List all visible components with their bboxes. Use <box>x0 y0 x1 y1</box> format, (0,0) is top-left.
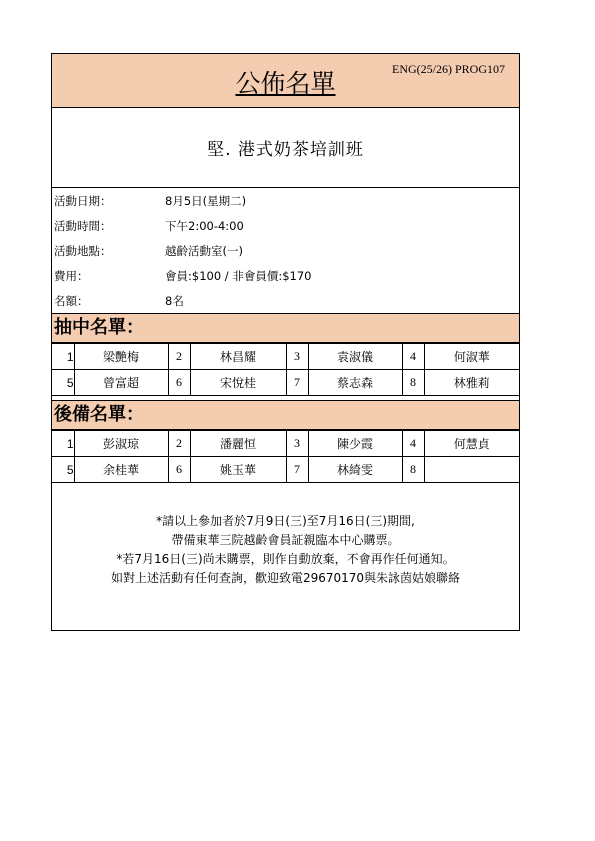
selected-list-table <box>52 343 519 396</box>
entry-number: 1 <box>52 344 74 370</box>
info-row-venue <box>52 238 519 263</box>
info-value: 會員:$100 / 非會員價:$170 <box>165 269 312 283</box>
entry-number: 2 <box>168 431 190 457</box>
entry-number: 7 <box>286 370 308 396</box>
entry-name: 潘麗恒 <box>190 431 286 457</box>
entry-name: 姚玉華 <box>190 457 286 483</box>
info-row-date <box>52 188 519 213</box>
entry-name: 陳少霞 <box>308 431 402 457</box>
entry-name: 何淑華 <box>424 344 519 370</box>
entry-name: 林綺雯 <box>308 457 402 483</box>
entry-name: 袁淑儀 <box>308 344 402 370</box>
entry-name: 彭淑琼 <box>74 431 168 457</box>
entry-number: 1 <box>52 431 74 457</box>
info-row-quota <box>52 288 519 313</box>
entry-name: 余桂華 <box>74 457 168 483</box>
entry-number: 3 <box>286 344 308 370</box>
entry-number: 4 <box>402 431 424 457</box>
info-label: 活動日期： <box>54 194 112 208</box>
entry-name: 蔡志森 <box>308 370 402 396</box>
waitlist-heading: 後備名單： <box>52 400 519 430</box>
entry-name: 何慧貞 <box>424 431 519 457</box>
notice-title: 公佈名單 <box>235 69 336 98</box>
waitlist-table <box>52 430 519 483</box>
entry-number: 2 <box>168 344 190 370</box>
program-code: ENG(25/26) PROG107 <box>392 62 505 76</box>
info-label: 活動地點： <box>54 244 112 258</box>
course-title: 堅. 港式奶茶培訓班 <box>52 108 519 188</box>
entry-number: 5 <box>52 457 74 483</box>
entry-number: 6 <box>168 457 190 483</box>
entry-number: 6 <box>168 370 190 396</box>
entry-number: 4 <box>402 344 424 370</box>
note-line: *請以上參加者於7月9日(三)至7月16日(三)期間, <box>156 514 415 528</box>
note-line: *若7月16日(三)尚未購票，則作自動放棄，不會再作任何通知。 <box>116 552 455 566</box>
notice-sheet <box>51 53 520 631</box>
entry-name: 曾富超 <box>74 370 168 396</box>
entry-number: 8 <box>402 370 424 396</box>
entry-name: 梁艷梅 <box>74 344 168 370</box>
notes-block <box>52 512 519 588</box>
entry-number: 7 <box>286 457 308 483</box>
info-row-time <box>52 213 519 238</box>
info-label: 活動時間： <box>54 219 112 233</box>
entry-name <box>424 457 519 483</box>
entry-name: 林雅莉 <box>424 370 519 396</box>
entry-number: 8 <box>402 457 424 483</box>
entry-number: 5 <box>52 370 74 396</box>
info-value: 8名 <box>165 294 184 308</box>
table-row <box>52 431 519 457</box>
info-value: 越齡活動室(一) <box>165 244 243 258</box>
note-line: 帶備東華三院越齡會員証親臨本中心購票。 <box>171 533 400 547</box>
table-row <box>52 344 519 370</box>
entry-number: 3 <box>286 431 308 457</box>
table-row <box>52 370 519 396</box>
info-value: 下午2:00-4:00 <box>165 219 244 233</box>
activity-info <box>52 188 519 313</box>
info-label: 費用： <box>54 269 89 283</box>
selected-list-heading: 抽中名單： <box>52 313 519 343</box>
notice-header <box>52 54 519 108</box>
info-value: 8月5日(星期二) <box>165 194 247 208</box>
entry-name: 宋悅桂 <box>190 370 286 396</box>
info-row-fee <box>52 263 519 288</box>
table-row <box>52 457 519 483</box>
note-line: 如對上述活動有任何查詢，歡迎致電29670170與朱詠茵姑娘聯絡 <box>110 571 461 585</box>
entry-name: 林昌耀 <box>190 344 286 370</box>
info-label: 名額： <box>54 294 89 308</box>
